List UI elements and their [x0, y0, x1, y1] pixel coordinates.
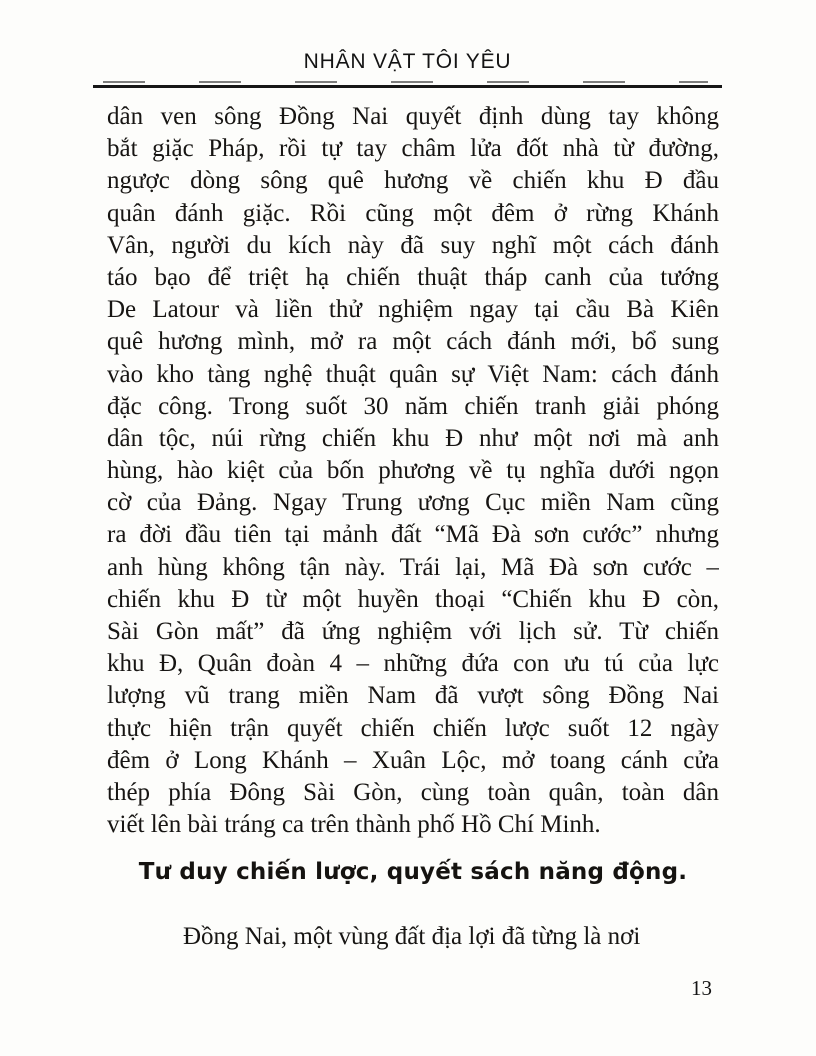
text-line: quê hương mình, mở ra một cách đánh mới, bổ sung — [107, 328, 719, 356]
text-line: chiến khu Đ từ một huyền thoại “Chiến khu Đ còn, — [107, 585, 719, 613]
paragraph-1 — [107, 101, 719, 841]
text-line: lượng vũ trang miền Nam đã vượt sông Đồng Nai — [107, 682, 719, 710]
paragraph-2-first-line: Đồng Nai, một vùng đất địa lợi đã từng là nơi — [183, 923, 641, 950]
text-line: ra đời đầu tiên tại mảnh đất “Mã Đà sơn cước” nhưng — [107, 521, 719, 549]
header-divider-main-line — [93, 85, 722, 88]
text-line: ngược dòng sông quê hương về chiến khu Đ đầu — [107, 167, 719, 195]
text-line: Sài Gòn mất” đã ứng nghiệm với lịch sử. Từ chiến — [107, 618, 719, 645]
text-line: táo bạo để triệt hạ chiến thuật tháp canh của tướng — [107, 263, 719, 291]
text-line: thực hiện trận quyết chiến chiến lược suốt 12 ngày — [107, 714, 719, 742]
text-line: De Latour và liền thử nghiệm ngay tại cầu Bà Kiên — [107, 296, 719, 324]
text-line: hùng, hào kiệt của bốn phương về tụ nghĩa dưới ngọn — [107, 457, 719, 485]
text-line: khu Đ, Quân đoàn 4 – những đứa con ưu tú của lực — [107, 650, 719, 678]
text-line: đêm ở Long Khánh – Xuân Lộc, mở toang cánh cửa — [107, 746, 719, 774]
text-line: bắt giặc Pháp, rồi tự tay châm lửa đốt nhà từ đường, — [107, 135, 719, 163]
section-subtitle: Tư duy chiến lược, quyết sách năng động. — [138, 859, 688, 885]
text-line: vào kho tàng nghệ thuật quân sự Việt Nam: cách đánh — [107, 360, 719, 388]
text-line: cờ của Đảng. Ngay Trung ương Cục miền Nam cũng — [107, 489, 719, 517]
text-line: đặc công. Trong suốt 30 năm chiến tranh giải phóng — [107, 392, 719, 420]
text-line: viết lên bài tráng ca trên thành phố Hồ Chí Minh. — [107, 811, 601, 839]
text-line: Vân, người du kích này đã suy nghĩ một cách đánh — [107, 231, 719, 259]
header-divider — [93, 81, 722, 89]
running-head-title: NHÂN VẬT TÔI YÊU — [303, 50, 512, 73]
text-line: quân đánh giặc. Rồi cũng một đêm ở rừng Khánh — [107, 199, 719, 227]
text-line: anh hùng không tận này. Trái lại, Mã Đà sơn cước – — [107, 553, 719, 581]
text-line: dân tộc, núi rừng chiến khu Đ như một nơi mà anh — [107, 424, 719, 452]
header-divider-ghost-line — [103, 81, 708, 83]
text-line: thép phía Đông Sài Gòn, cùng toàn quân, toàn dân — [107, 778, 719, 806]
page-number: 13 — [691, 976, 712, 1000]
text-line: dân ven sông Đồng Nai quyết định dùng tay không — [107, 103, 719, 130]
